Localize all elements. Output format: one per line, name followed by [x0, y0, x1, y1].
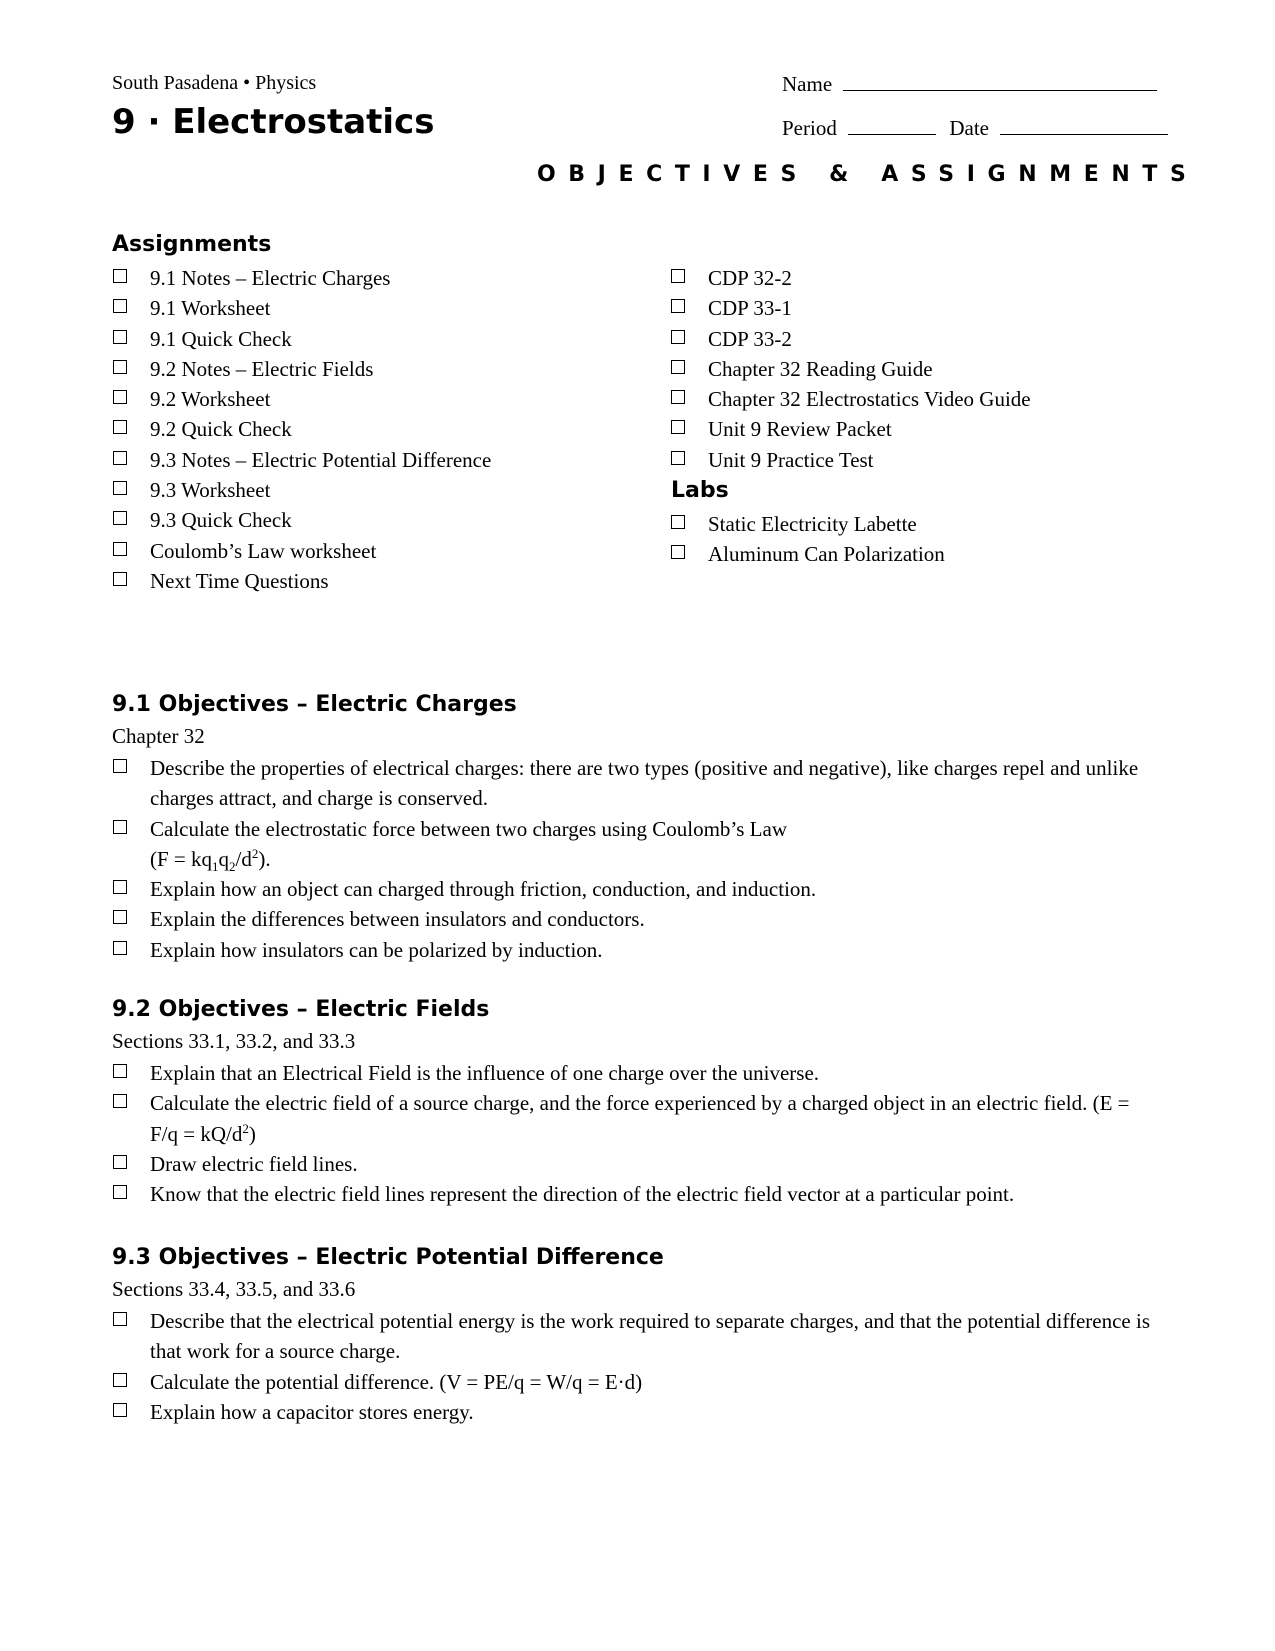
checkbox[interactable]: [113, 451, 127, 465]
checkbox[interactable]: [671, 515, 685, 529]
assignment-item[interactable]: 9.1 Notes – Electric Charges: [113, 263, 491, 293]
assignment-item[interactable]: 9.1 Quick Check: [113, 324, 491, 354]
objective-item[interactable]: Explain how a capacitor stores energy.: [113, 1397, 1153, 1427]
checkbox[interactable]: [671, 390, 685, 404]
objective-item[interactable]: Calculate the electrostatic force between two charges using Coulomb’s Law $(F = kq_1q_2/d^2)$.: [113, 814, 1153, 875]
name-field[interactable]: [843, 72, 1157, 91]
lab-item[interactable]: Aluminum Can Polarization: [671, 539, 945, 569]
checkbox[interactable]: [113, 420, 127, 434]
checkbox[interactable]: [671, 360, 685, 374]
name-field-row: [782, 72, 1157, 97]
assignment-item[interactable]: 9.1 Worksheet: [113, 293, 491, 323]
assignment-item[interactable]: 9.3 Notes – Electric Potential Difference: [113, 445, 491, 475]
checkbox[interactable]: [113, 1185, 127, 1199]
checkbox[interactable]: [113, 1064, 127, 1078]
labs-heading: Labs: [671, 478, 729, 503]
checkbox[interactable]: [113, 1403, 127, 1417]
assignment-item[interactable]: Chapter 32 Reading Guide: [671, 354, 1031, 384]
period-field[interactable]: [848, 116, 936, 135]
assignment-item[interactable]: CDP 32-2: [671, 263, 1031, 293]
lab-item[interactable]: Static Electricity Labette: [671, 509, 945, 539]
assignment-item[interactable]: Chapter 32 Electrostatics Video Guide: [671, 384, 1031, 414]
section-9-2-title: 9.2 Objectives – Electric Fields: [112, 997, 490, 1022]
checkbox[interactable]: [113, 1155, 127, 1169]
objective-item[interactable]: Calculate the electric field of a source charge, and the force experienced by a charged object in an electric field. $(E = F/q = kQ/d^2)$: [113, 1088, 1153, 1149]
section-9-3-objectives: [113, 1306, 1153, 1427]
objective-item[interactable]: Describe that the electrical potential energy is the work required to separate charges, and that the potential difference is that work for a source charge.: [113, 1306, 1153, 1367]
assignment-item[interactable]: 9.2 Worksheet: [113, 384, 491, 414]
section-9-1-subtitle: Chapter 32: [112, 724, 205, 748]
assignment-item[interactable]: CDP 33-1: [671, 293, 1031, 323]
assignments-right-list: [671, 263, 1031, 475]
section-9-3-subtitle: Sections 33.4, 33.5, and 33.6: [112, 1277, 356, 1301]
section-9-2-subtitle: Sections 33.1, 33.2, and 33.3: [112, 1029, 356, 1053]
checkbox[interactable]: [113, 1094, 127, 1108]
checkbox[interactable]: [113, 269, 127, 283]
checkbox[interactable]: [671, 330, 685, 344]
labs-list: [671, 509, 945, 570]
assignment-item[interactable]: Next Time Questions: [113, 566, 491, 596]
checkbox[interactable]: [113, 542, 127, 556]
section-9-3-title: 9.3 Objectives – Electric Potential Difference: [112, 1245, 664, 1270]
checkbox[interactable]: [113, 481, 127, 495]
assignment-item[interactable]: 9.3 Quick Check: [113, 505, 491, 535]
assignments-left-list: [113, 263, 491, 596]
checkbox[interactable]: [113, 390, 127, 404]
checkbox[interactable]: [113, 941, 127, 955]
checkbox[interactable]: [671, 420, 685, 434]
date-field[interactable]: [1000, 116, 1168, 135]
assignment-item[interactable]: Unit 9 Practice Test: [671, 445, 1031, 475]
assignment-item[interactable]: 9.3 Worksheet: [113, 475, 491, 505]
checkbox[interactable]: [113, 1312, 127, 1326]
objective-item[interactable]: Explain how insulators can be polarized by induction.: [113, 935, 1153, 965]
checkbox[interactable]: [113, 299, 127, 313]
assignment-item[interactable]: 9.2 Notes – Electric Fields: [113, 354, 491, 384]
checkbox[interactable]: [113, 880, 127, 894]
assignment-item[interactable]: Unit 9 Review Packet: [671, 414, 1031, 444]
date-label: Date: [949, 116, 989, 140]
objective-item[interactable]: Draw electric field lines.: [113, 1149, 1153, 1179]
coulomb-equation: $(F = kq_1q_2/d^2)$.: [150, 845, 271, 875]
assignment-item[interactable]: CDP 33-2: [671, 324, 1031, 354]
checkbox[interactable]: [113, 820, 127, 834]
unit-title: 9 · Electrostatics: [112, 102, 435, 142]
objective-item[interactable]: Explain the differences between insulators and conductors.: [113, 904, 1153, 934]
name-label: Name: [782, 72, 833, 96]
checkbox[interactable]: [113, 360, 127, 374]
checkbox[interactable]: [113, 910, 127, 924]
checkbox[interactable]: [113, 572, 127, 586]
checkbox[interactable]: [671, 545, 685, 559]
assignments-heading: Assignments: [112, 232, 272, 257]
objective-item[interactable]: Calculate the potential difference. (V = PE/q = W/q = E·d): [113, 1367, 1153, 1397]
period-label: Period: [782, 116, 837, 140]
checkbox[interactable]: [671, 451, 685, 465]
checkbox[interactable]: [113, 759, 127, 773]
section-9-1-objectives: [113, 753, 1153, 965]
objective-item[interactable]: Explain that an Electrical Field is the influence of one charge over the universe.: [113, 1058, 1153, 1088]
school-course-label: South Pasadena • Physics: [112, 72, 317, 94]
checkbox[interactable]: [671, 269, 685, 283]
objectives-assignments-banner: OBJECTIVES & ASSIGNMENTS: [537, 162, 1199, 187]
checkbox[interactable]: [113, 511, 127, 525]
objective-item[interactable]: Know that the electric field lines represent the direction of the electric field vector at a particular point.: [113, 1179, 1153, 1209]
checkbox[interactable]: [671, 299, 685, 313]
assignment-item[interactable]: Coulomb’s Law worksheet: [113, 536, 491, 566]
objective-item[interactable]: Describe the properties of electrical charges: there are two types (positive and negative), like charges repel and unlike charges attract, and charge is conserved.: [113, 753, 1153, 814]
objective-item[interactable]: Explain how an object can charged through friction, conduction, and induction.: [113, 874, 1153, 904]
period-date-row: [782, 116, 1168, 141]
section-9-1-title: 9.1 Objectives – Electric Charges: [112, 692, 517, 717]
checkbox[interactable]: [113, 330, 127, 344]
assignment-item[interactable]: 9.2 Quick Check: [113, 414, 491, 444]
section-9-2-objectives: [113, 1058, 1153, 1209]
checkbox[interactable]: [113, 1373, 127, 1387]
